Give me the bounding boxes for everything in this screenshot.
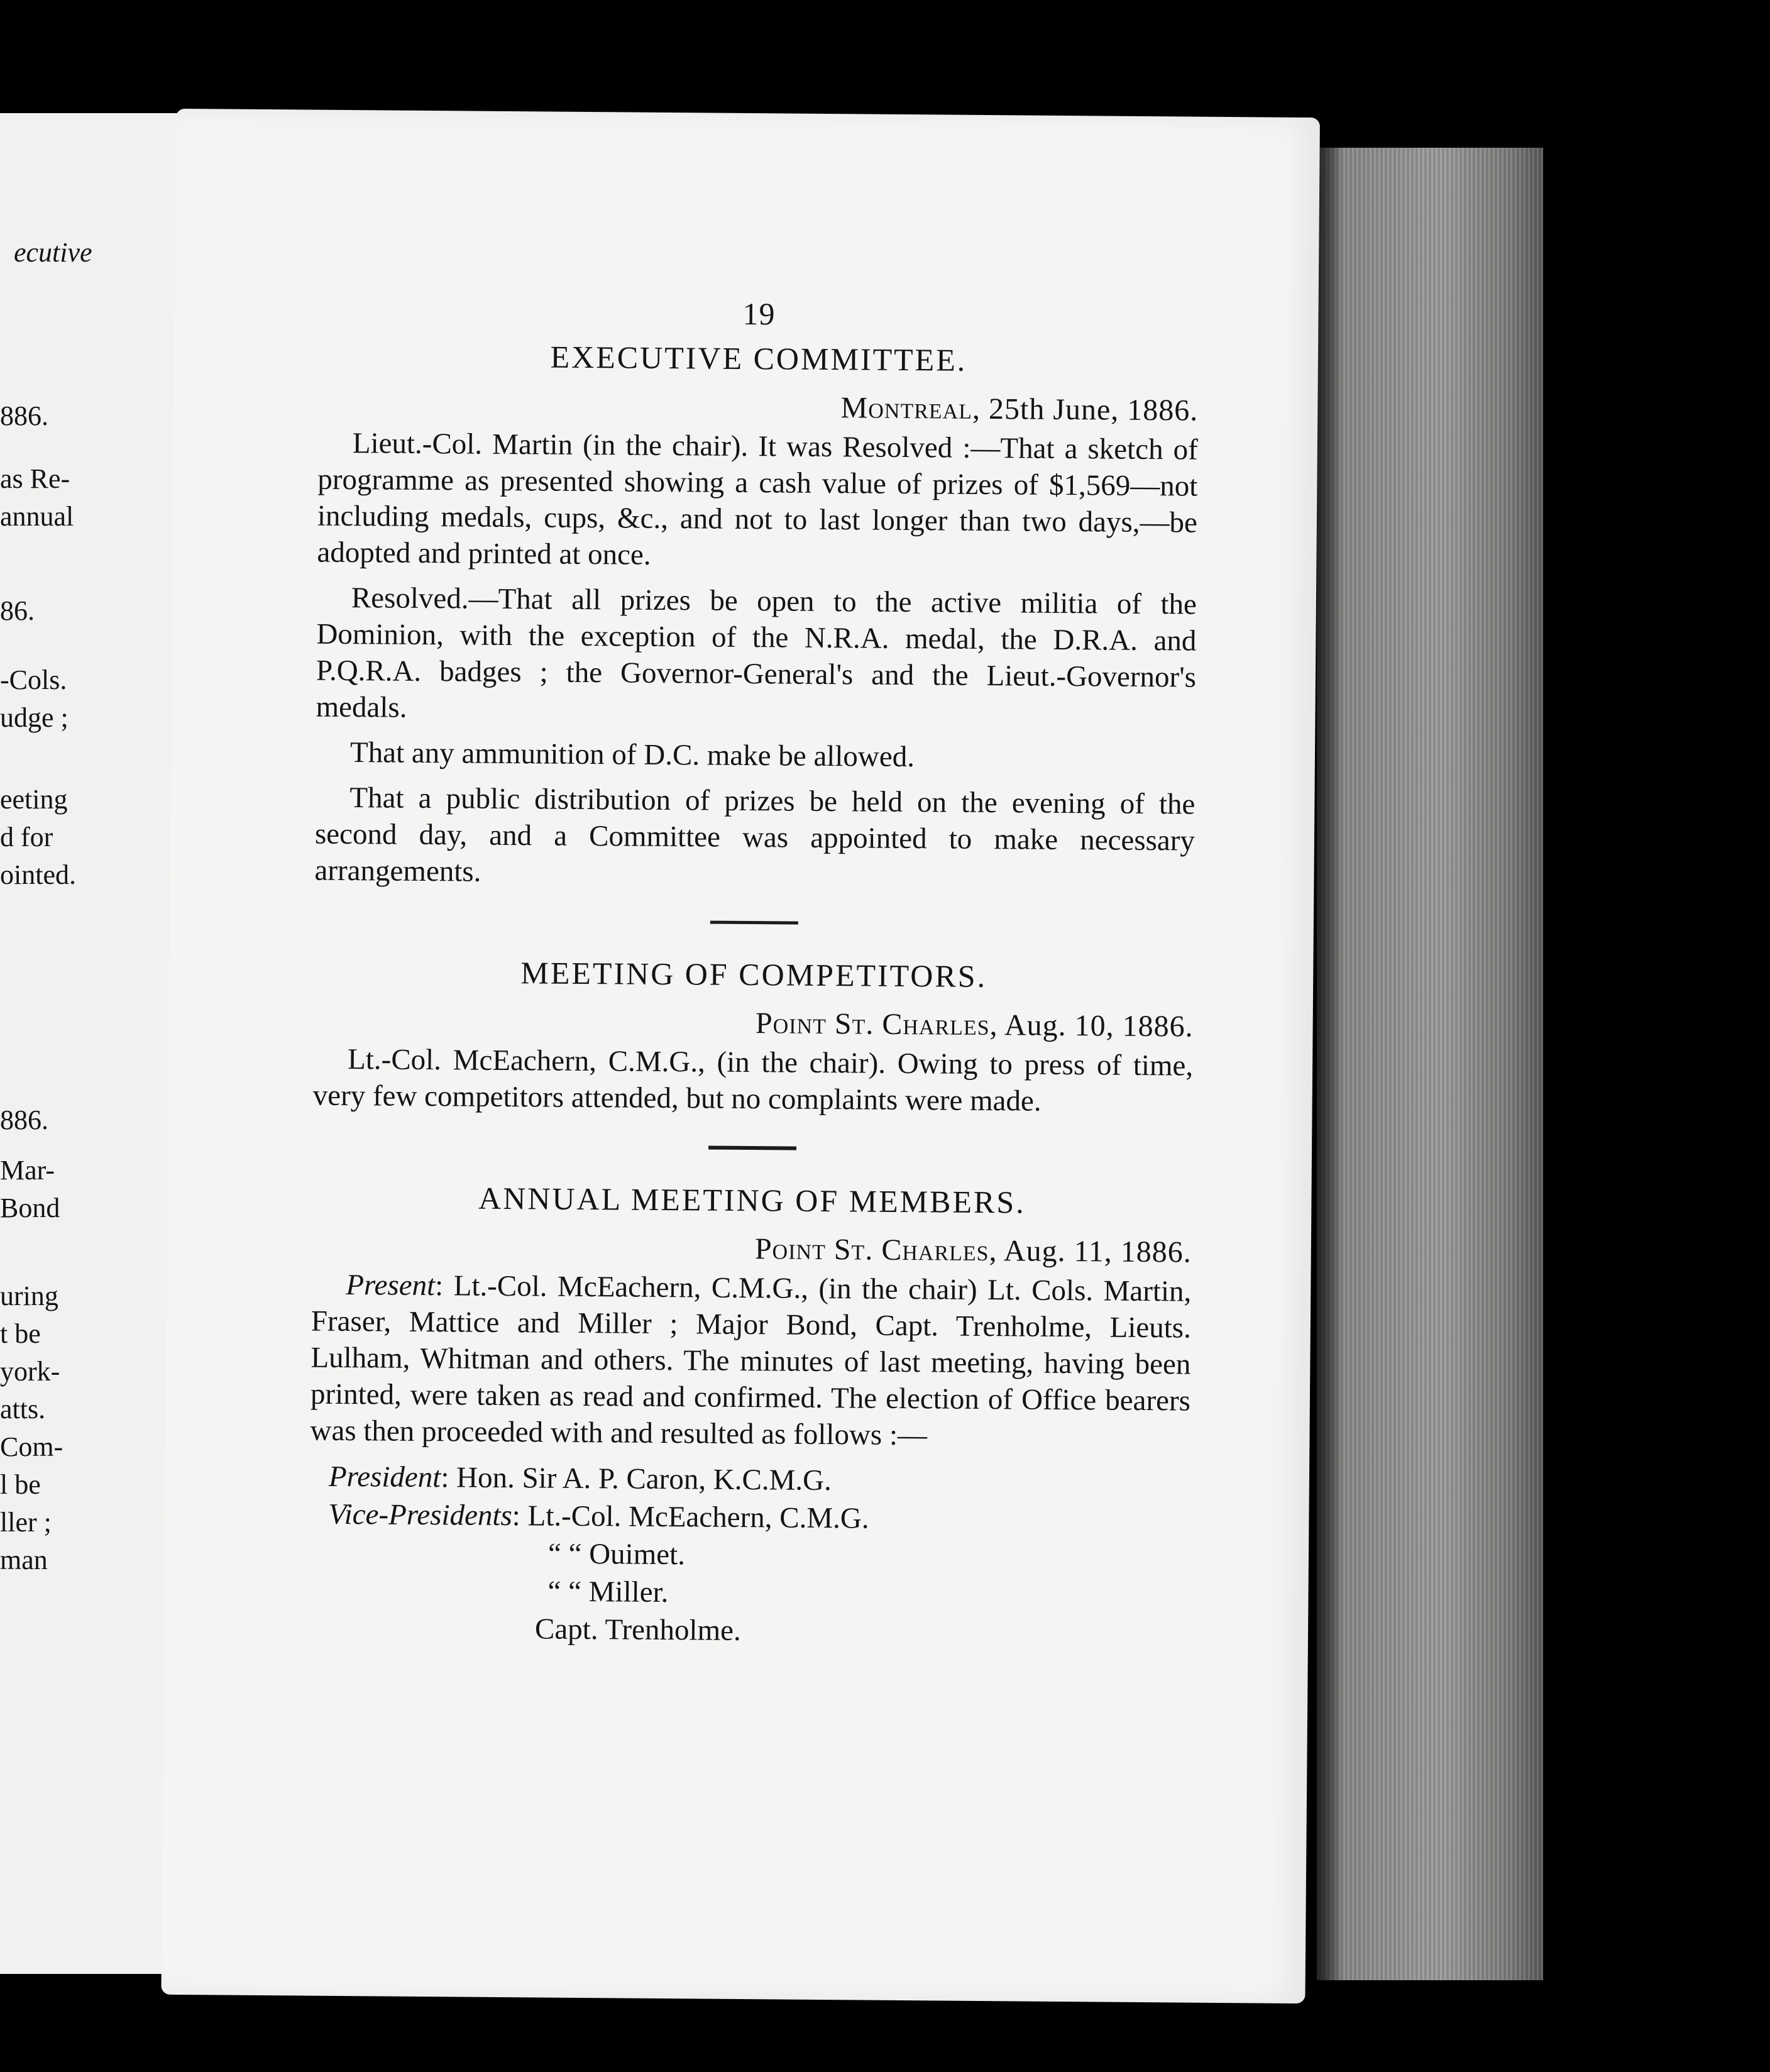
officer-vice-president: [309, 1571, 1189, 1616]
present-label: Present: [346, 1269, 436, 1303]
paragraph: Lieut.-Col. Martin (in the chair). It was Resolved :—That a sketch of programme as presented showing a cash value of prizes of $1,569—not including medals, cups, &c., and not to last longer than two days,—be adopted and printed at once.: [317, 427, 1199, 571]
section-divider: [708, 1146, 796, 1150]
section-title-annual-meeting-of-members: ANNUAL MEETING OF MEMBERS.: [478, 1180, 1026, 1220]
left-page-text-fragment: Bond: [0, 1193, 60, 1223]
left-page-text-fragment: york-: [0, 1356, 60, 1387]
left-page-text-fragment: 886.: [0, 1105, 48, 1135]
left-page-text-fragment: eeting: [0, 784, 68, 815]
vice-presidents-label: Vice-Presidents: [328, 1497, 512, 1533]
left-page-text-fragment: Mar-: [0, 1155, 55, 1186]
paragraph: Resolved.—That all prizes be open to the active militia of the Dominion, with the exception of the N.R.A. medal, the D.R.A. and P.Q.R.A. badges ; the Governor-General's and the Lieut.-Governor's medals.: [316, 581, 1197, 724]
previous-page-fragment: [0, 113, 189, 1974]
paragraph: Lt.-Col. McEachern, C.M.G., (in the chair). Owing to press of time, very few competitors attended, but no complaints were made.: [312, 1043, 1194, 1118]
dateline-members: [312, 1228, 1192, 1270]
left-page-text-fragment: -Cols.: [0, 664, 67, 695]
left-page-text-fragment: ller ;: [0, 1507, 52, 1538]
dateline-executive: [318, 387, 1198, 428]
section-divider: [710, 921, 798, 925]
left-page-text-fragment: annual: [0, 501, 74, 532]
paragraph: That any ammunition of D.C. make be allowed.: [349, 736, 915, 774]
officers-list: [309, 1458, 1190, 1653]
dateline-place: Point St. Charles,: [754, 1232, 998, 1268]
vice-president-value: “ “ Ouimet.: [547, 1537, 686, 1572]
paragraph-present: [310, 1267, 1191, 1456]
left-page-text-fragment: l be: [0, 1469, 41, 1500]
page-number: 19: [742, 295, 776, 332]
left-page-text-fragment: d for: [0, 822, 53, 852]
president-value: : Hon. Sir A. P. Caron, K.C.M.G.: [441, 1461, 832, 1497]
dateline-competitors: [313, 1003, 1193, 1044]
vice-president-value: Capt. Trenholme.: [534, 1612, 741, 1647]
present-text: : Lt.-Col. McEachern, C.M.G., (in the chair) Lt. Cols. Martin, Fraser, Mattice and Miller ; Major Bond, Capt. Trenholme, Lieuts. Lulham, Whitman and others. The minutes of last meeting, having been printed, were taken as read and confirmed. The election of Office bearers was then proceeded with and resulted as follows :—: [310, 1269, 1192, 1452]
officer-vice-president: [309, 1533, 1189, 1578]
book-page-edges: [1317, 148, 1543, 1980]
left-page-text-fragment: as Re-: [0, 463, 70, 494]
left-page-text-fragment: 886.: [0, 400, 48, 431]
left-page-text-fragment: atts.: [0, 1394, 46, 1425]
president-label: President: [328, 1460, 441, 1494]
dateline-place: Montreal,: [840, 391, 981, 426]
left-page-text-fragment: Com-: [0, 1431, 63, 1462]
left-page-text-fragment: uring: [0, 1281, 58, 1311]
left-page-text-fragment: ointed.: [0, 859, 76, 890]
page-content: [309, 292, 1199, 1653]
dateline-date: 25th June, 1886.: [980, 392, 1199, 427]
left-page-text-fragment: ecutive: [14, 237, 92, 268]
officer-president: [310, 1458, 1190, 1502]
section-title-executive-committee: EXECUTIVE COMMITTEE.: [550, 339, 967, 378]
left-page-text-fragment: 86.: [0, 595, 35, 626]
dateline-date: Aug. 10, 1886.: [998, 1008, 1194, 1044]
left-page-text-fragment: t be: [0, 1318, 41, 1349]
left-page-text-fragment: udge ;: [0, 702, 69, 733]
dateline-place: Point St. Charles,: [755, 1006, 998, 1042]
vice-president-value: : Lt.-Col. McEachern, C.M.G.: [512, 1499, 869, 1535]
dateline-date: Aug. 11, 1886.: [997, 1234, 1192, 1269]
officer-vice-president: [309, 1609, 1189, 1653]
section-title-meeting-of-competitors: MEETING OF COMPETITORS.: [520, 955, 987, 995]
vice-president-value: “ “ Miller.: [547, 1575, 669, 1609]
book-page: [161, 109, 1320, 2003]
paragraph: That a public distribution of prizes be held on the evening of the second day, and a Committee was appointed to make necessary arrangements.: [314, 781, 1196, 888]
officer-vice-presidents: [309, 1496, 1189, 1540]
left-page-text-fragment: man: [0, 1545, 48, 1575]
